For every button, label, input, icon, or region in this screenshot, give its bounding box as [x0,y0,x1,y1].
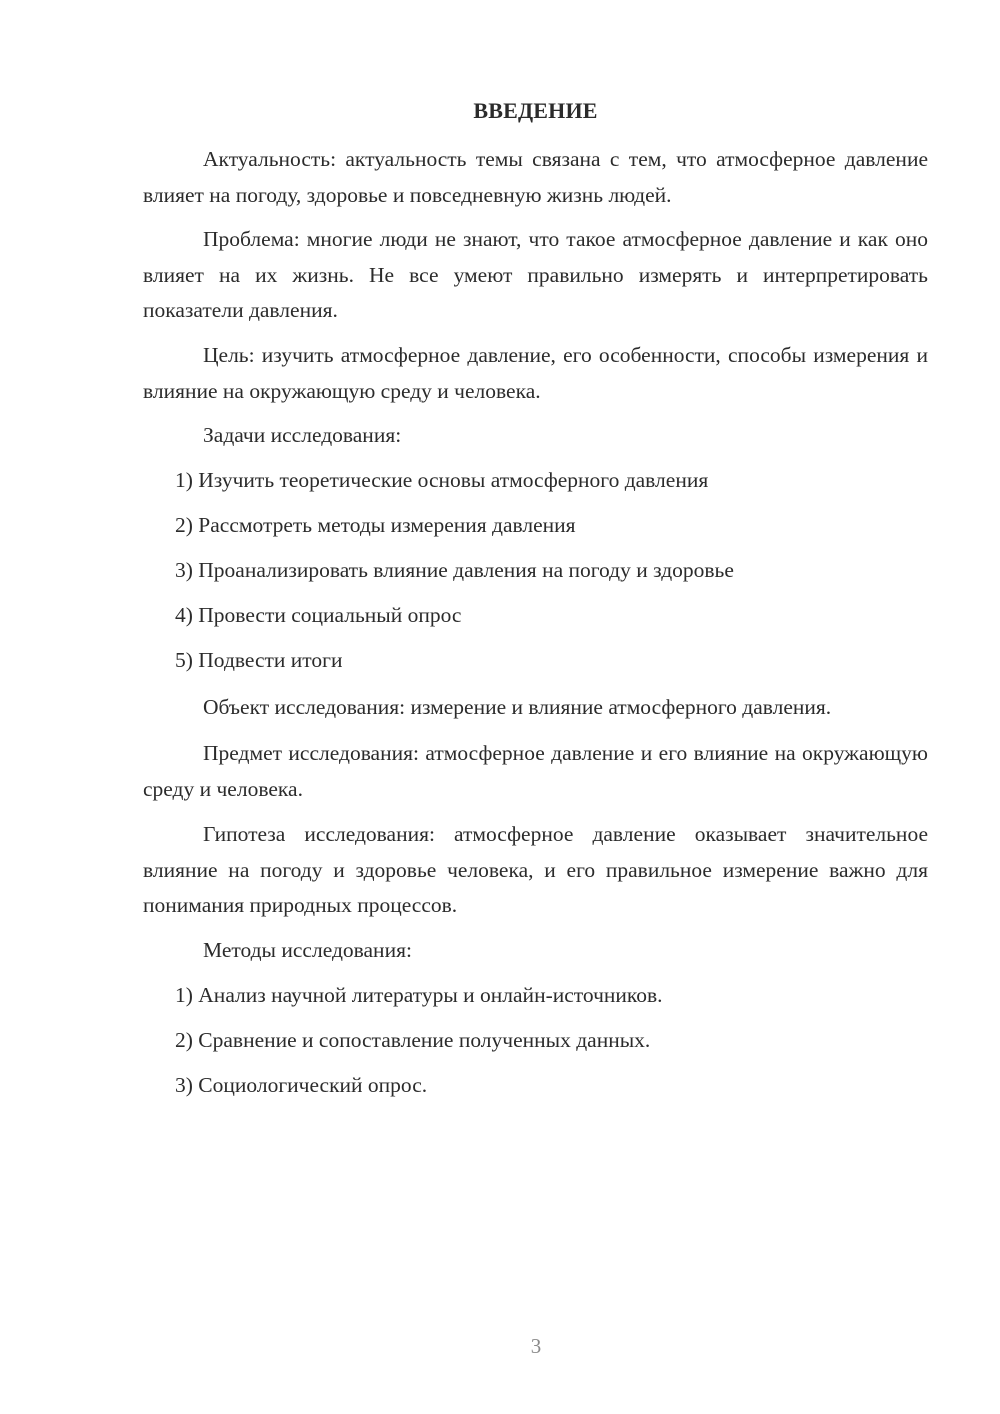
tasks-heading: Задачи исследования: [203,423,402,447]
task-item-4: 4) Провести социальный опрос [175,603,462,627]
paragraph-object: Объект исследования: измерение и влияние атмосферного давления. [203,695,832,719]
task-item-2: 2) Рассмотреть методы измерения давления [175,513,576,537]
paragraph-hypothesis: Гипотеза исследования: атмосферное давление оказывает значительное влияние на погоду и здоровье человека, и его правильное измерение важно для понимания природных процессов. [143,822,928,917]
task-item-1: 1) Изучить теоретические основы атмосферного давления [175,468,709,492]
paragraph-subject: Предмет исследования: атмосферное давление и его влияние на окружающую среду и человека. [143,741,928,801]
method-item-2: 2) Сравнение и сопоставление полученных данных. [175,1028,651,1052]
paragraph-goal: Цель: изучить атмосферное давление, его особенности, способы измерения и влияние на окружающую среду и человека. [143,343,928,403]
method-item-1: 1) Анализ научной литературы и онлайн-источников. [175,983,663,1007]
task-item-3: 3) Проанализировать влияние давления на погоду и здоровье [175,558,734,582]
methods-heading: Методы исследования: [203,938,412,962]
paragraph-problem: Проблема: многие люди не знают, что такое атмосферное давление и как оно влияет на их жизнь. Не все умеют правильно измерять и интерпретировать показатели давления. [143,227,928,322]
page-title: ВВЕДЕНИЕ [473,98,598,123]
task-item-5: 5) Подвести итоги [175,648,343,672]
method-item-3: 3) Социологический опрос. [175,1073,428,1097]
paragraph-relevance: Актуальность: актуальность темы связана с тем, что атмосферное давление влияет на погоду, здоровье и повседневную жизнь людей. [143,147,928,207]
page-number: 3 [530,1334,542,1358]
